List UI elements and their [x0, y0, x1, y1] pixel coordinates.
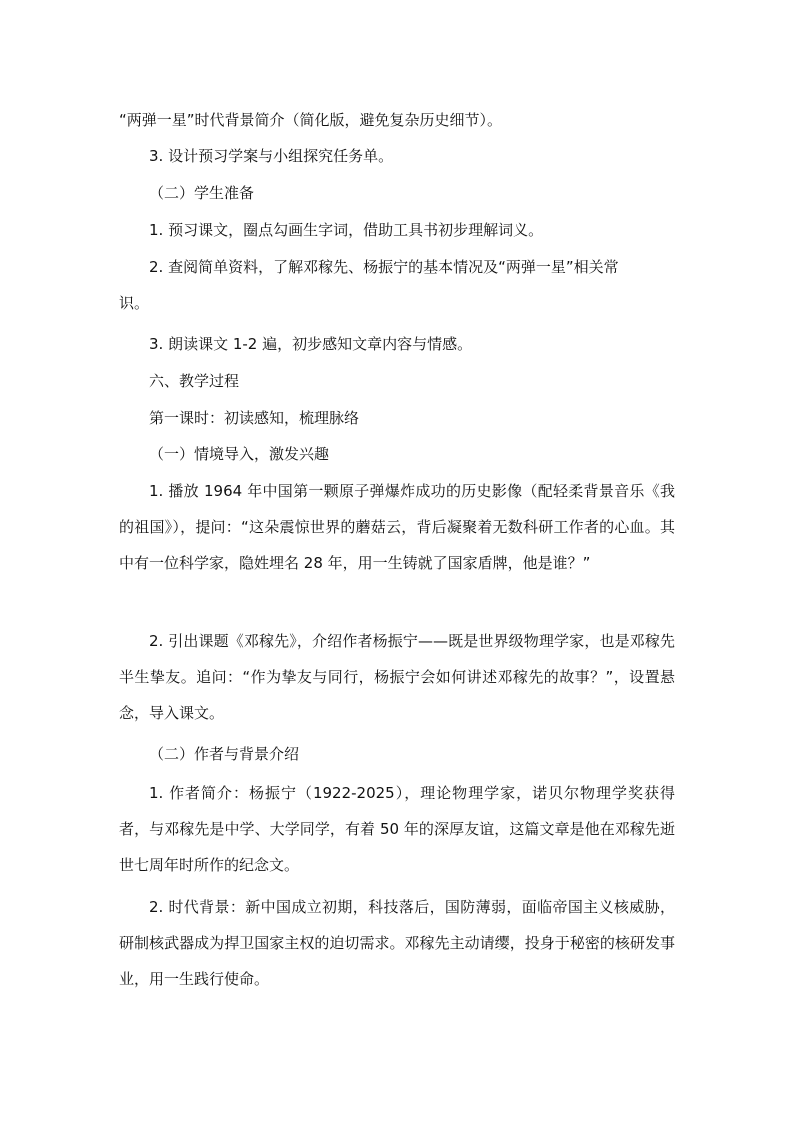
paragraph: 2. 时代背景：新中国成立初期，科技落后，国防薄弱，面临帝国主义核威胁，研制核武器成为捍卫国家主权的迫切需求。邓稼先主动请缨，投身于秘密的核研发事业，用一生践行使命。: [119, 898, 675, 989]
text-line: 1. 预习课文，圈点勾画生字词，借助工具书初步理解词义。: [149, 221, 544, 239]
paragraph: 1. 播放 1964 年中国第一颗原子弹爆炸成功的历史影像（配轻柔背景音乐《我的祖国》），提问：“这朵震惊世界的蘑菇云，背后凝聚着无数科研工作者的心血。其中有一位科学家，隐姓埋名 28 年，用一生铸就了国家盾牌，他是谁？”: [119, 482, 675, 573]
text-line: “两弹一星”时代背景简介（简化版，避免复杂历史细节）。: [119, 111, 503, 129]
paragraph: 2. 引出课题《邓稼先》，介绍作者杨振宁——既是世界级物理学家，也是邓稼先半生挚友。追问：“作为挚友与同行，杨振宁会如何讲述邓稼先的故事？”，设置悬念，导入课文。: [119, 632, 675, 723]
text-line: 识。: [119, 294, 150, 312]
text-line: 3. 设计预习学案与小组探究任务单。: [149, 147, 394, 165]
text-line: 3. 朗读课文 1-2 遍，初步感知文章内容与情感。: [149, 335, 473, 353]
section-heading: 六、教学过程: [149, 372, 240, 390]
section-heading: （二）作者与背景介绍: [149, 745, 300, 763]
text-line: 2. 查阅简单资料，了解邓稼先、杨振宁的基本情况及“两弹一星”相关常: [149, 258, 619, 276]
section-heading: （二）学生准备: [149, 184, 255, 202]
paragraph: 1. 作者简介：杨振宁（1922-2025），理论物理学家，诺贝尔物理学奖获得者，与邓稼先是中学、大学同学，有着 50 年的深厚友谊，这篇文章是他在邓稼先逝世七周年时所作的纪念文。: [119, 784, 675, 875]
lesson-heading: 第一课时：初读感知，梳理脉络: [149, 409, 360, 427]
section-heading: （一）情境导入，激发兴趣: [149, 445, 330, 463]
